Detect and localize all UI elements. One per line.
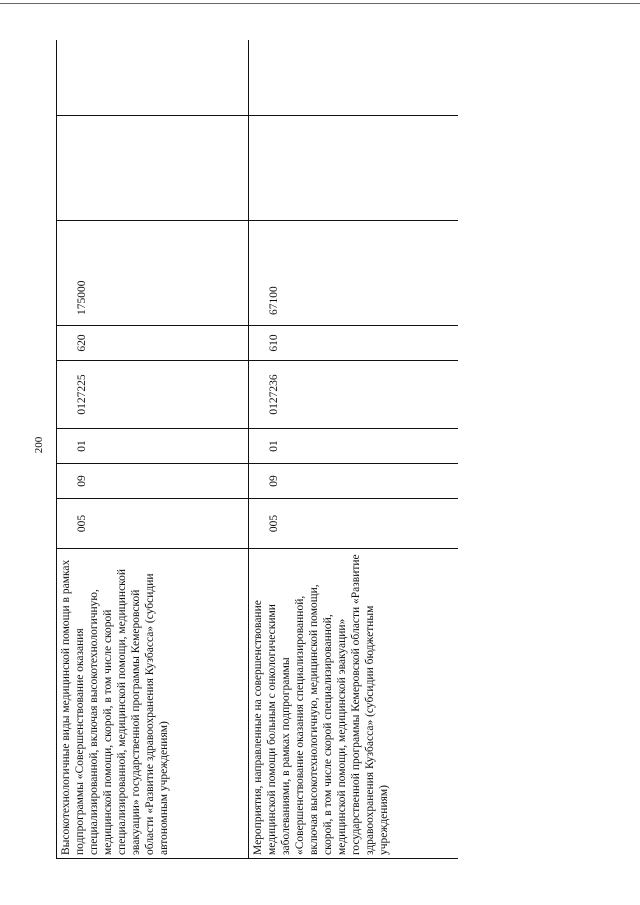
target-article-code: 0127236 [249, 361, 459, 429]
empty-cell [249, 40, 459, 116]
expense-type-code: 620 [57, 326, 249, 361]
page-number: 200 [33, 436, 45, 454]
table-row [249, 40, 459, 859]
empty-cell [249, 116, 459, 221]
target-article-code: 0127225 [57, 361, 249, 429]
section-code: 09 [57, 464, 249, 499]
budget-table [56, 40, 458, 859]
amount-cell: 67100 [249, 221, 459, 326]
table-row [57, 40, 249, 859]
ministry-code: 005 [249, 499, 459, 549]
section-code: 09 [249, 464, 459, 499]
expense-type-code: 610 [249, 326, 459, 361]
subsection-code: 01 [57, 429, 249, 464]
subsection-code: 01 [249, 429, 459, 464]
row-description: Высокотехнологичные виды медицинской помощи в рамках подпрограммы «Совершенствование оказания специализированной, включая высокотехнологичную, медицинской помощи, скорой, в том числе скорой специализированной, медицинской помощи, медицинской эвакуации» государственной программы Кемеровской области «Развитие здравоохранения Кузбасса» (субсидии автономным учреждениям) [57, 549, 249, 859]
amount-cell: 175000 [57, 221, 249, 326]
empty-cell [57, 116, 249, 221]
ministry-code: 005 [57, 499, 249, 549]
rotated-table-wrapper [56, 40, 458, 859]
empty-cell [57, 40, 249, 116]
row-description: Мероприятия, направленные на совершенствование медицинской помощи больным с онкологическими заболеваниями, в рамках подпрограммы «Совершенствование оказания специализированной, включая высокотехнологичную, медицинской помощи, скорой, в том числе скорой специализированной, медицинской помощи, медицинской эвакуации» государственной программы Кемеровской области «Развитие здравоохранения Кузбасса» (субсидии бюджетным учреждениям) [249, 549, 459, 859]
top-rule [0, 3, 640, 4]
